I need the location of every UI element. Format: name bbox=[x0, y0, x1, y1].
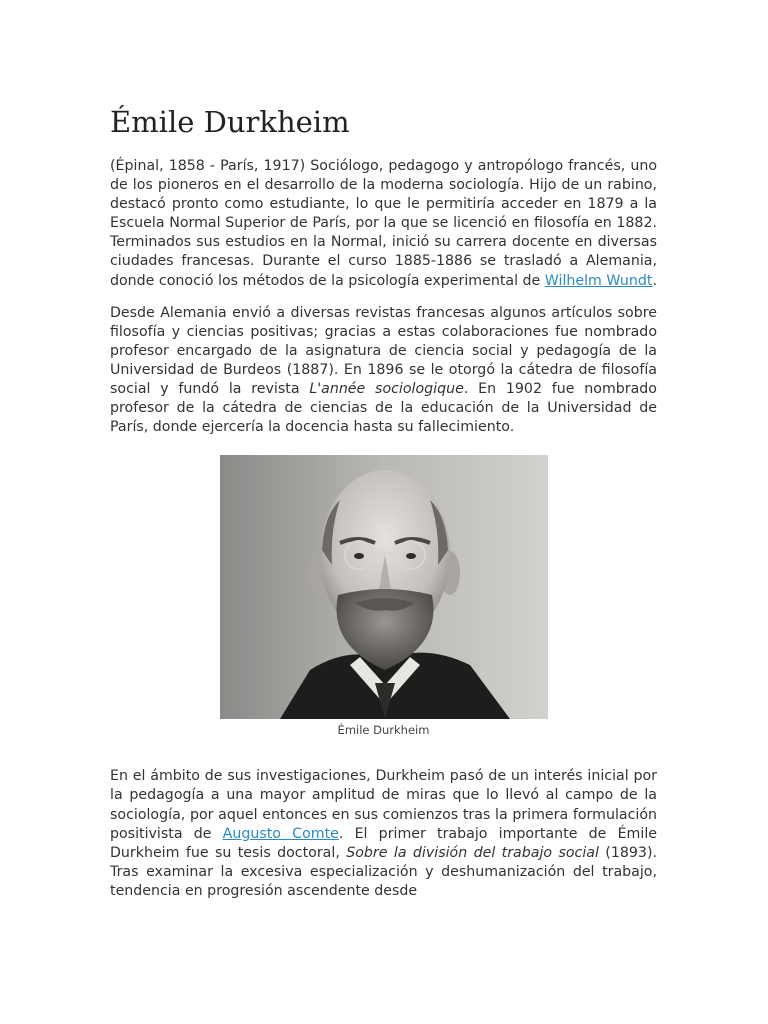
article bbox=[110, 0, 657, 901]
paragraph-text: (1893). Tras examinar la excesiva especialización y deshumanización del trabajo, tendencia en progresión ascendente desde bbox=[110, 844, 657, 899]
paragraph-text: (Épinal, 1858 - París, 1917) Sociólogo, pedagogo y antropólogo francés, uno de los pioneros en el desarrollo de la moderna sociología. Hijo de un rabino, destacó pronto como estudiante, lo que le permitiría acceder en 1879 a la Escuela Normal Superior de París, por la que se licenció en filosofía en 1882. Terminados sus estudios en la Normal, inició su carrera docente en diversas ciudades francesas. Durante el curso 1885-1886 se trasladó a Alemania, donde conoció los métodos de la psicología experimental de bbox=[110, 158, 657, 289]
paragraph-career bbox=[110, 304, 657, 438]
paragraph-text: . El primer trabajo importante de Émile Durkheim fue su tesis doctoral, bbox=[110, 825, 657, 861]
portrait-figure bbox=[110, 455, 657, 737]
page-title: Émile Durkheim bbox=[110, 105, 350, 139]
paragraph-text: . En 1902 fue nombrado profesor de la cátedra de ciencias de la educación de la Universidad de París, donde ejercería la docencia hasta su fallecimiento. bbox=[110, 381, 657, 436]
paragraph-text: . bbox=[652, 272, 657, 289]
portrait-image bbox=[220, 455, 548, 719]
link-augusto-comte[interactable]: Augusto Comte bbox=[222, 825, 339, 842]
journal-title: L'année sociologique bbox=[309, 381, 464, 398]
paragraph-text: Desde Alemania envió a diversas revistas francesas algunos artículos sobre filosofía y ciencias positivas; gracias a estas colaboraciones fue nombrado profesor encargado de la asignatura de ciencia social y pedagogía de la Universidad de Burdeos (1887). En 1896 se le otorgó la cátedra de filosofía social y fundó la revista bbox=[110, 304, 657, 398]
paragraph-text: En el ámbito de sus investigaciones, Durkheim pasó de un interés inicial por la pedagogía a una mayor amplitud de miras que lo llevó al campo de la sociología, por aquel entonces en sus comienzos tras la primera formulación positivista de bbox=[110, 768, 657, 842]
portrait-caption: Émile Durkheim bbox=[337, 723, 430, 738]
link-wilhelm-wundt[interactable]: Wilhelm Wundt bbox=[544, 272, 653, 289]
paragraph-research bbox=[110, 767, 657, 901]
thesis-title: Sobre la división del trabajo social bbox=[346, 844, 599, 861]
paragraph-biography-intro bbox=[110, 157, 657, 291]
